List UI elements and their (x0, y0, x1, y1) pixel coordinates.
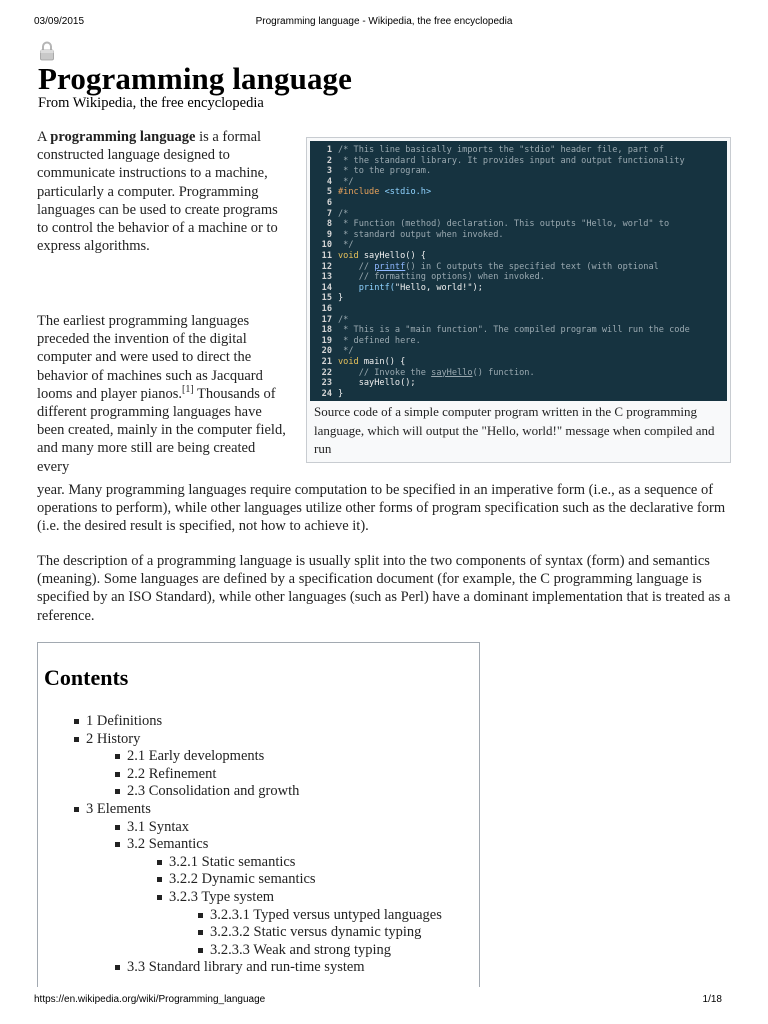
bullet-icon (157, 895, 162, 900)
line-number: 14 (321, 282, 332, 293)
toc-item[interactable] (169, 871, 316, 888)
print-date: 03/09/2015 (34, 16, 85, 27)
bullet-icon (115, 772, 120, 777)
toc-item[interactable] (86, 713, 162, 730)
line-number: 6 (326, 198, 332, 208)
toc-item[interactable] (86, 731, 140, 748)
code-token: * defined here. (338, 335, 421, 346)
code-line (310, 156, 685, 167)
para1-pre: A (37, 129, 51, 145)
bullet-icon (198, 930, 203, 935)
bullet-icon (198, 948, 203, 953)
toc-item-label[interactable]: 2 History (86, 730, 141, 747)
page-number: 1/18 (702, 994, 722, 1005)
code-token: } (338, 293, 344, 304)
table-of-contents (37, 642, 480, 987)
bullet-icon (157, 877, 162, 882)
bullet-icon (115, 965, 120, 970)
para1-post: is a formal constructed language designed to communicate instructions to a machine, particularly a computer. Programming languages can be used to create programs to control the behavior of a machine or to express algorithms. (37, 129, 278, 255)
article-title: Programming language (38, 61, 352, 96)
code-token: } (338, 388, 344, 399)
code-line (310, 145, 664, 156)
line-number: 21 (321, 357, 332, 367)
bullet-icon (115, 825, 120, 830)
code-line (310, 251, 426, 262)
line-number: 23 (321, 378, 332, 389)
toc-item-label[interactable]: 3.2.2 Dynamic semantics (169, 871, 316, 888)
code-token: * the standard library. It provides input and output functionality (338, 155, 685, 166)
code-token: // Invoke the (338, 367, 432, 378)
reference-link[interactable]: [1] (181, 383, 194, 395)
code-token: #include (338, 187, 385, 198)
bullet-icon (115, 789, 120, 794)
toc-item[interactable] (127, 766, 216, 783)
line-number: 4 (326, 176, 332, 187)
code-line (310, 315, 348, 326)
line-number: 11 (321, 251, 332, 261)
code-token: * This is a "main function". The compiled program will run the code (338, 325, 690, 336)
toc-item-label[interactable]: 3.2.3.3 Weak and strong typing (210, 941, 392, 958)
code-token: void (338, 357, 364, 367)
toc-item[interactable] (169, 889, 274, 906)
toc-item[interactable] (210, 924, 421, 941)
line-number: 19 (321, 335, 332, 346)
code-line (310, 325, 690, 336)
code-token: /* (338, 208, 349, 219)
bullet-icon (115, 842, 120, 847)
line-number: 12 (321, 261, 332, 272)
code-token: () in C outputs the specified text (with optional (405, 261, 659, 272)
toc-item-label[interactable]: 3.2.3.2 Static versus dynamic typing (210, 924, 422, 941)
toc-item[interactable] (127, 783, 299, 800)
para2-top-text: The earliest programming languages preceded the invention of the digital computer and were used to direct the behavior of machines such as Jacquard looms and player pianos. (37, 313, 263, 402)
code-token[interactable]: sayHello (431, 367, 473, 378)
print-footer (34, 994, 734, 1008)
toc-item-label[interactable]: 3.2.3.1 Typed versus untyped languages (210, 906, 442, 923)
toc-item[interactable] (169, 854, 295, 871)
line-number: 17 (321, 314, 332, 325)
code-line (310, 272, 545, 283)
code-token: sayHello(); (338, 378, 416, 389)
toc-item[interactable] (210, 942, 391, 959)
toc-item-label[interactable]: 3.2.1 Static semantics (169, 853, 296, 870)
code-line (310, 346, 354, 357)
code-line (310, 336, 421, 347)
toc-item-label[interactable]: 1 Definitions (86, 713, 163, 729)
print-url: https://en.wikipedia.org/wiki/Programming_language (34, 994, 266, 1005)
code-line (310, 378, 416, 389)
code-token: // formatting options) when invoked. (338, 272, 545, 283)
figure-caption: Source code of a simple computer program written in the C programming language, which will output the "Hello, world!" message when compiled and run (314, 404, 715, 456)
code-line (310, 177, 354, 188)
toc-item-label[interactable]: 3.3 Standard library and run-time system (127, 959, 365, 976)
bullet-icon (115, 754, 120, 759)
code-token: <stdio.h> (384, 187, 432, 198)
code-token: /* (338, 314, 349, 325)
code-line (310, 198, 338, 209)
code-token: */ (338, 176, 354, 187)
code-token: printf( (338, 282, 395, 293)
code-token: ); (472, 282, 483, 293)
code-figure (306, 137, 731, 463)
code-line (310, 283, 483, 294)
print-page-title: Programming language - Wikipedia, the free encyclopedia (255, 16, 513, 27)
line-number: 1 (326, 145, 332, 155)
toc-item-label[interactable]: 3 Elements (86, 801, 151, 817)
line-number: 5 (326, 187, 332, 198)
line-number: 13 (321, 272, 332, 283)
code-token: */ (338, 346, 354, 357)
para2-mid-text: Thousands of different programming languages have been created, mainly in the computer field, and many more still are being created every (37, 385, 286, 475)
line-number: 7 (326, 208, 332, 219)
toc-title: Contents (44, 665, 129, 690)
toc-item-label[interactable]: 3.1 Syntax (127, 818, 190, 835)
code-token: main() { (363, 357, 406, 367)
line-number: 3 (326, 166, 332, 177)
code-token[interactable]: printf (374, 261, 406, 272)
code-line (310, 368, 535, 379)
bullet-icon (74, 719, 79, 724)
toc-item-label[interactable]: 2.2 Refinement (127, 765, 217, 782)
code-token: () function. (472, 367, 535, 378)
term-bold: programming language (50, 129, 196, 145)
bullet-icon (157, 860, 162, 865)
history-paragraph-top (37, 312, 287, 476)
code-line (310, 262, 659, 273)
history-paragraph-bottom: year. Many programming languages require computation to be specified in an imperative form (i.e., as a sequence of operations to perform), while other languages utilize other forms of program specification such as the declarative form (i.e. the desired result is specified, not how to achieve it). (37, 482, 726, 535)
code-token: "Hello, world!" (394, 282, 473, 293)
bullet-icon (74, 737, 79, 742)
intro-paragraph (37, 128, 287, 255)
line-number: 9 (326, 229, 332, 240)
toc-item-label[interactable]: 3.2 Semantics (127, 836, 209, 853)
line-number: 2 (326, 155, 332, 166)
line-number: 22 (321, 367, 332, 378)
line-number: 10 (321, 240, 332, 251)
line-number: 8 (326, 219, 332, 230)
site-subtitle: From Wikipedia, the free encyclopedia (38, 95, 264, 111)
code-line (310, 293, 343, 304)
code-line (310, 230, 504, 241)
code-line (310, 209, 348, 220)
code-token: /* This line basically imports the "stdio" header file, part of (338, 145, 664, 155)
toc-item[interactable] (127, 959, 365, 976)
line-number: 24 (321, 388, 332, 399)
code-token: // (338, 261, 375, 272)
toc-item-label[interactable]: 2.3 Consolidation and growth (127, 783, 300, 800)
code-token: * Function (method) declaration. This outputs "Hello, world" to (338, 219, 670, 230)
code-token: void (338, 251, 364, 261)
code-line (310, 187, 431, 198)
toc-item[interactable] (86, 801, 151, 818)
bullet-icon (74, 807, 79, 812)
code-token: sayHello() { (363, 251, 426, 261)
code-line (310, 357, 405, 368)
code-line (310, 304, 338, 315)
line-number: 16 (321, 304, 332, 314)
code-line (310, 219, 669, 230)
code-token: * to the program. (338, 166, 432, 177)
toc-item[interactable] (127, 819, 189, 836)
toc-item[interactable] (127, 748, 264, 765)
lock-icon (38, 40, 56, 62)
line-number: 15 (321, 293, 332, 304)
code-line (310, 240, 354, 251)
line-number: 20 (321, 346, 332, 357)
line-number: 18 (321, 325, 332, 336)
toc-item-label[interactable]: 3.2.3 Type system (169, 889, 275, 905)
code-line (310, 389, 343, 400)
code-image[interactable] (310, 141, 727, 401)
bullet-icon (198, 913, 203, 918)
toc-item[interactable] (210, 907, 442, 924)
print-header (34, 16, 734, 30)
toc-item-label[interactable]: 2.1 Early developments (127, 748, 265, 765)
description-paragraph: The description of a programming language is usually split into the two components of syntax (form) and semantics (meaning). Some languages are defined by a specification document (for example, the C programming language is specified by an ISO Standard), while other languages (such as Perl) have a dominant implementation that is treated as a reference. (37, 553, 731, 624)
code-token: */ (338, 240, 354, 251)
code-token: * standard output when invoked. (338, 229, 504, 240)
code-line (310, 166, 431, 177)
toc-item[interactable] (127, 836, 208, 853)
